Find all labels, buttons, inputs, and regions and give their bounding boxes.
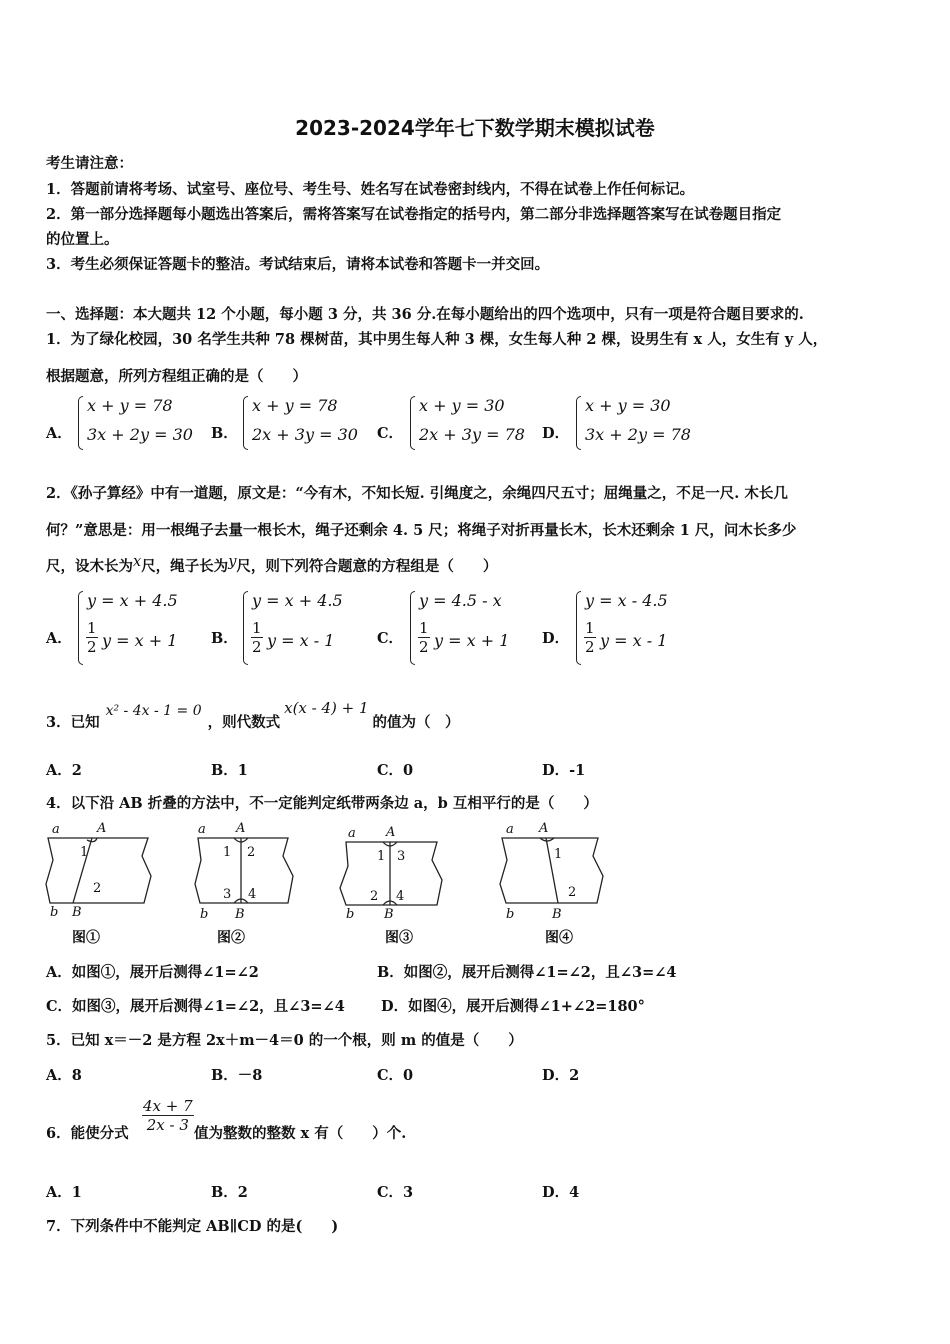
- question-5-line: 5．已知 x＝－2 是方程 2x＋m－4＝0 的一个根，则 m 的值是（ ）: [46, 1032, 523, 1049]
- variable: y: [228, 554, 237, 570]
- denominator: 2: [419, 638, 429, 656]
- label-4: 4: [248, 887, 257, 902]
- q6-fraction: [142, 1097, 194, 1134]
- numerator: 1: [87, 619, 97, 637]
- q4-figures: [40, 818, 620, 948]
- label-3: 3: [397, 849, 406, 864]
- question-2-line: [46, 555, 497, 576]
- equation: 2x + 3y = 78: [419, 425, 525, 444]
- label-2: 2: [568, 885, 577, 900]
- q5-option-b[interactable]: B．－8: [211, 1067, 263, 1084]
- q4-option-d[interactable]: D．如图④，展开后测得∠1+∠2=180°: [381, 998, 645, 1015]
- question-7-line: 7．下列条件中不能判定 AB∥CD 的是( ): [46, 1218, 339, 1235]
- denominator: 2: [585, 638, 595, 656]
- label-1: 1: [80, 845, 89, 860]
- brace-icon: [576, 591, 581, 665]
- fraction: [251, 619, 263, 656]
- notice-item: 1．答题前请将考场、试室号、座位号、考生号、姓名写在试卷密封线内，不得在试卷上作任何标记。: [46, 181, 695, 198]
- numerator: 1: [585, 619, 595, 637]
- figure-caption-2: 图②: [217, 930, 245, 946]
- label-4: 4: [396, 889, 405, 904]
- q6-option-b[interactable]: B．2: [211, 1184, 248, 1201]
- label-2: 2: [370, 889, 379, 904]
- option-label: B．: [211, 425, 238, 442]
- question-1-line: 1．为了绿化校园，30 名学生共种 78 棵树苗，其中男生每人种 3 棵，女生每人种 2 棵，设男生有 x 人，女生有 y 人，: [46, 331, 828, 348]
- option-label: D．: [542, 425, 570, 442]
- notice-item: 2．第一部分选择题每小题选出答案后，需将答案写在试卷指定的括号内，第二部分非选择题答案写在试卷题目指定: [46, 206, 782, 223]
- q6-option-a[interactable]: A．1: [46, 1184, 82, 1201]
- label-b: b: [50, 905, 59, 920]
- label-1: 1: [377, 849, 386, 864]
- question-1-line: 根据题意，所列方程组正确的是（ ）: [46, 368, 307, 385]
- equation: x + y = 30: [585, 396, 671, 415]
- text: 尺，设木长为: [46, 558, 133, 575]
- numerator: 4x + 7: [143, 1097, 193, 1115]
- option-label: D．: [542, 630, 570, 647]
- label-1: 1: [223, 845, 232, 860]
- label-a: a: [52, 822, 60, 837]
- brace-icon: [243, 396, 248, 450]
- question-4-line: 4．以下沿 AB 折叠的方法中，不一定能判定纸带两条边 a，b 互相平行的是（ ）: [46, 795, 598, 812]
- brace-icon: [78, 591, 83, 665]
- label-2: 2: [247, 845, 256, 860]
- equation: y = x - 1: [600, 631, 668, 650]
- text: 尺，绳子长为: [141, 558, 229, 575]
- q6-option-c[interactable]: C．3: [377, 1184, 414, 1201]
- label-A: A: [236, 821, 246, 836]
- notice-item: 3．考生必须保证答题卡的整洁。考试结束后，请将本试卷和答题卡一并交回。: [46, 256, 550, 273]
- text: ，则代数式: [207, 714, 281, 731]
- q3-option-a[interactable]: A．2: [46, 762, 82, 779]
- label-b: b: [200, 907, 209, 922]
- label-b: b: [506, 907, 515, 922]
- label-1: 1: [554, 847, 563, 862]
- fraction: [584, 619, 596, 656]
- denominator: 2x - 3: [146, 1116, 189, 1134]
- numerator: 1: [252, 619, 262, 637]
- brace-icon: [243, 591, 248, 665]
- equation: y = x + 1: [102, 631, 178, 650]
- denominator: 2: [87, 638, 97, 656]
- equation: x² - 4x - 1 = 0: [105, 703, 202, 719]
- equation: y = x + 1: [434, 631, 510, 650]
- question-6-prefix: 6．能使分式: [46, 1125, 129, 1142]
- text: 尺，则下列符合题意的方程组是（ ）: [236, 558, 498, 575]
- label-b: b: [346, 907, 355, 922]
- fraction: [86, 619, 98, 656]
- question-6-suffix: 值为整数的整数 x 有（ ）个.: [194, 1125, 407, 1142]
- option-label: A．: [46, 425, 72, 442]
- variable: x: [133, 554, 142, 570]
- option-label: C．: [377, 630, 404, 647]
- label-B: B: [72, 905, 82, 920]
- brace-icon: [410, 396, 415, 450]
- equation: 2x + 3y = 30: [252, 425, 358, 444]
- option-label: B．: [211, 630, 238, 647]
- denominator: 2: [252, 638, 262, 656]
- label-B: B: [552, 907, 562, 922]
- equation: y = x + 4.5: [87, 591, 178, 610]
- q4-option-c[interactable]: C．如图③，展开后测得∠1=∠2，且∠3=∠4: [46, 998, 345, 1015]
- label-A: A: [386, 825, 396, 840]
- label-A: A: [97, 821, 107, 836]
- q5-option-c[interactable]: C．0: [377, 1067, 414, 1084]
- label-3: 3: [223, 887, 232, 902]
- expression: x(x - 4) + 1: [284, 699, 369, 717]
- label-B: B: [384, 907, 394, 922]
- figure-caption-1: 图①: [72, 930, 100, 946]
- figure-caption-3: 图③: [385, 930, 413, 946]
- q4-option-a[interactable]: A．如图①，展开后测得∠1=∠2: [46, 964, 259, 981]
- equation: y = x - 1: [267, 631, 335, 650]
- text: 3．已知: [46, 714, 100, 731]
- equation: y = x + 4.5: [252, 591, 343, 610]
- page-title: 2023-2024学年七下数学期末模拟试卷: [295, 116, 655, 140]
- equation: x + y = 30: [419, 396, 505, 415]
- label-B: B: [235, 907, 245, 922]
- label-2: 2: [93, 881, 102, 896]
- q4-option-b[interactable]: B．如图②，展开后测得∠1=∠2，且∠3=∠4: [377, 964, 677, 981]
- q6-option-d[interactable]: D．4: [542, 1184, 580, 1201]
- option-label: C．: [377, 425, 404, 442]
- equation: 3x + 2y = 30: [87, 425, 193, 444]
- question-3-line: [46, 699, 460, 732]
- figure-caption-4: 图④: [545, 930, 573, 946]
- q3-option-b[interactable]: B．1: [211, 762, 248, 779]
- notice-heading: 考生请注意：: [46, 155, 133, 172]
- label-a: a: [198, 822, 206, 837]
- label-a: a: [506, 822, 514, 837]
- equation: x + y = 78: [87, 396, 173, 415]
- label-a: a: [348, 826, 356, 841]
- question-2-line: 何？”意思是：用一根绳子去量一根长木，绳子还剩余 4. 5 尺；将绳子对折再量长木，长木还剩余 1 尺，问木长多少: [46, 522, 797, 539]
- numerator: 1: [419, 619, 429, 637]
- notice-item: 的位置上。: [46, 231, 119, 248]
- equation: 3x + 2y = 78: [585, 425, 691, 444]
- q5-option-d[interactable]: D．2: [542, 1067, 580, 1084]
- equation: y = x - 4.5: [585, 591, 668, 610]
- question-2-line: 2．《孙子算经》中有一道题，原文是：“今有木，不知长短. 引绳度之，余绳四尺五寸；屈绳量之，不足一尺. 木长几: [46, 485, 788, 502]
- equation: y = 4.5 - x: [419, 591, 502, 610]
- section-heading: 一、选择题：本大题共 12 个小题，每小题 3 分，共 36 分.在每小题给出的四个选项中，只有一项是符合题目要求的.: [46, 306, 804, 323]
- brace-icon: [78, 396, 83, 450]
- fraction: [418, 619, 430, 656]
- option-label: A．: [46, 630, 72, 647]
- text: 的值为（ ）: [372, 714, 460, 731]
- q5-option-a[interactable]: A．8: [46, 1067, 82, 1084]
- brace-icon: [576, 396, 581, 450]
- label-A: A: [539, 821, 549, 836]
- q3-option-d[interactable]: D．-1: [542, 762, 586, 779]
- brace-icon: [410, 591, 415, 665]
- q3-option-c[interactable]: C．0: [377, 762, 414, 779]
- equation: x + y = 78: [252, 396, 338, 415]
- figure-labels: [50, 821, 576, 922]
